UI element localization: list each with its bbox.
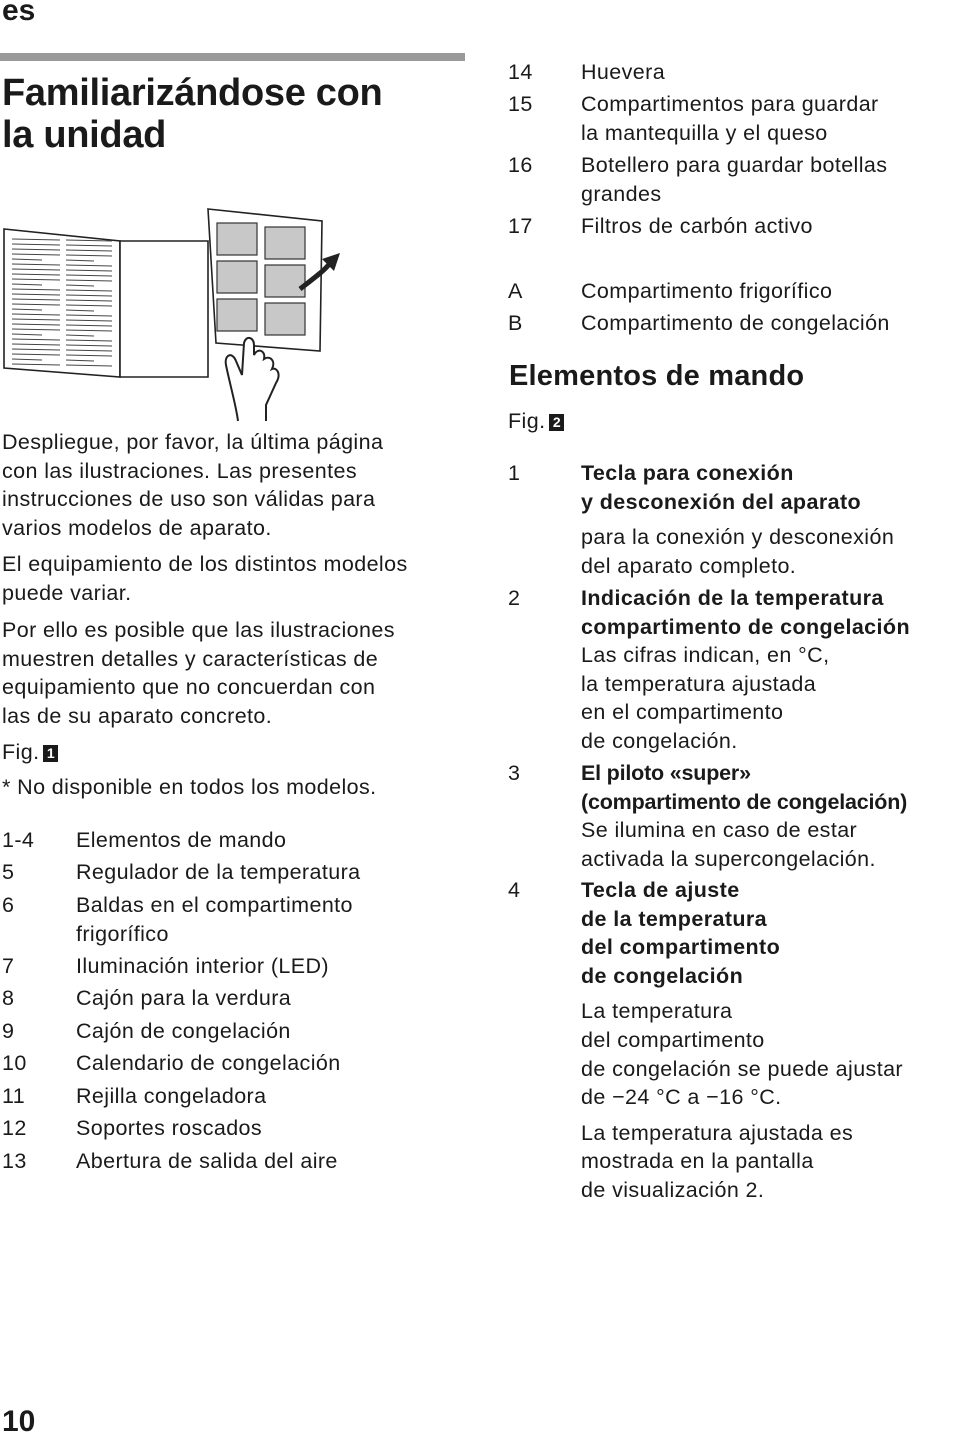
language-tag: es [2, 0, 36, 27]
item-content [581, 759, 960, 873]
title-line: la unidad [2, 114, 167, 156]
item-text: Cajón para la verdura [76, 986, 292, 1010]
item-number: 5 [2, 860, 15, 884]
text-line: varios modelos de aparato. [2, 515, 272, 540]
item-text: Elementos de mando [76, 828, 287, 852]
item-number: 15 [508, 92, 533, 116]
item-text: Filtros de carbón activo [581, 214, 813, 238]
figure-number-badge: 2 [549, 414, 564, 431]
intro-paragraph-3 [2, 616, 462, 730]
item-number: 16 [508, 153, 533, 177]
control-title: Tecla de ajuste de la temperatura del compartimento de congelación [581, 878, 781, 988]
text-line: equipamiento que no concuerdan con [2, 675, 376, 700]
item-number: 12 [2, 1116, 27, 1140]
item-number: 9 [2, 1019, 15, 1043]
text-line: Por ello es posible que las ilustraciones [2, 618, 395, 642]
control-description: La temperatura ajustada es mostrada en la pantalla de visualización 2. [581, 1120, 854, 1202]
item-text: Soportes roscados [76, 1116, 263, 1140]
control-title: El piloto «super» (compartimento de congelación) [581, 761, 908, 814]
item-number: 14 [508, 60, 533, 84]
item-text: Calendario de congelación [76, 1051, 341, 1075]
section-title: Elementos de mando [509, 360, 805, 392]
header-rule [0, 53, 465, 61]
fig-label: Fig. [2, 740, 40, 764]
hand-icon [226, 338, 279, 421]
control-title: Tecla para conexión y desconexión del aparato [581, 461, 862, 514]
item-letter: A [508, 279, 523, 303]
title-line: Familiarizándose con [2, 72, 383, 114]
item-number: 4 [508, 878, 521, 902]
item-number: 6 [2, 893, 15, 917]
item-content [581, 459, 960, 580]
item-text: Botellero para guardar botellas grandes [581, 153, 888, 206]
item-number: 10 [2, 1051, 27, 1075]
item-text: Baldas en el compartimento frigorífico [76, 893, 353, 946]
item-text: Cajón de congelación [76, 1019, 291, 1043]
page-title [2, 72, 382, 156]
text-line: puede variar. [2, 580, 132, 605]
item-text: Compartimento de congelación [581, 311, 890, 335]
middle-page [120, 241, 208, 377]
fig-label: Fig. [508, 409, 546, 433]
item-number: 11 [2, 1084, 26, 1108]
unfold-manual-illustration [0, 205, 346, 423]
text-line: instrucciones de uso son válidas para [2, 487, 376, 512]
item-number: 3 [508, 761, 521, 785]
item-text: Rejilla congeladora [76, 1084, 267, 1108]
item-number: 1 [508, 461, 521, 485]
control-description: Las cifras indican, en °C, la temperatura ajustada en el compartimento de congelación. [581, 643, 830, 753]
item-number: 13 [2, 1149, 27, 1173]
figure-reference [508, 407, 564, 436]
item-letter: B [508, 311, 523, 335]
text-line: con las ilustraciones. Las presentes [2, 458, 357, 483]
item-text: Abertura de salida del aire [76, 1149, 338, 1173]
text-line: muestren detalles y características de [2, 646, 379, 671]
control-description: Se ilumina en caso de estar activada la supercongelación. [581, 818, 876, 871]
item-text: Regulador de la temperatura [76, 860, 361, 884]
text-line: El equipamiento de los distintos modelos [2, 552, 408, 576]
text-line: Despliegue, por favor, la última página [2, 430, 384, 454]
intro-paragraph-2 [2, 550, 462, 607]
item-number: 17 [508, 214, 533, 238]
item-number: 7 [2, 954, 15, 978]
item-text: Iluminación interior (LED) [76, 954, 329, 978]
page-number: 10 [2, 1405, 36, 1438]
text-line: las de su aparato concreto. [2, 703, 273, 728]
item-content [581, 876, 960, 1205]
item-text: Compartimento frigorífico [581, 279, 833, 303]
item-text: Compartimentos para guardar la mantequilla y el queso [581, 92, 879, 145]
item-content [581, 584, 960, 756]
control-title: Indicación de la temperatura compartimento de congelación [581, 586, 910, 639]
item-number: 2 [508, 586, 521, 610]
intro-paragraph-1 [2, 428, 462, 542]
figure-reference [2, 738, 58, 767]
item-number: 8 [2, 986, 15, 1010]
item-number: 1-4 [2, 828, 35, 852]
control-description: La temperatura del compartimento de congelación se puede ajustar de −24 °C a −16 °C. [581, 999, 903, 1110]
control-description: para la conexión y desconexión del aparato completo. [581, 525, 895, 578]
item-text: Huevera [581, 60, 666, 84]
availability-note: * No disponible en todos los modelos. [2, 775, 377, 799]
figure-number-badge: 1 [43, 745, 58, 762]
